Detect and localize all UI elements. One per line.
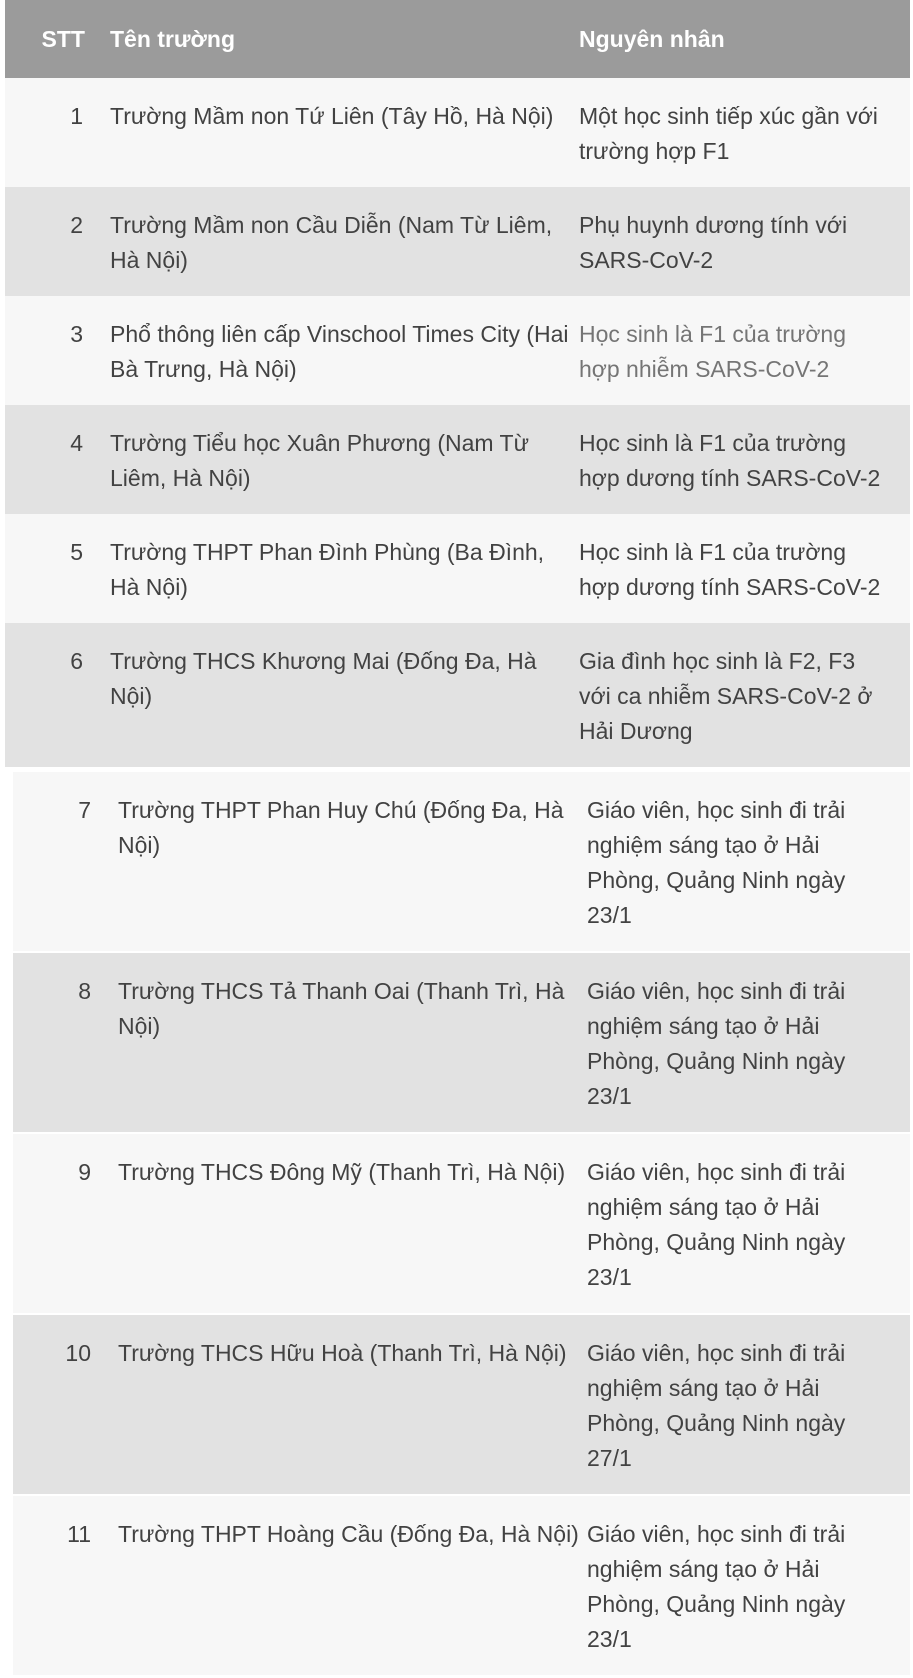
cell-stt: 9: [78, 1159, 91, 1185]
table-body-extended: [13, 772, 910, 1675]
table-row: [13, 1494, 910, 1675]
cell-school-name: Trường THPT Phan Huy Chú (Đống Đa, Hà Nội): [118, 797, 564, 858]
cell-reason: Giáo viên, học sinh đi trải nghiệm sáng tạo ở Hải Phòng, Quảng Ninh ngày 23/1: [587, 978, 846, 1109]
column-header-reason: Nguyên nhân: [579, 25, 725, 52]
cell-school-name: Trường Mầm non Tứ Liên (Tây Hồ, Hà Nội): [110, 103, 554, 129]
cell-stt: 6: [70, 648, 83, 674]
cell-stt: 1: [70, 103, 83, 129]
cell-school-name: Trường Mầm non Cầu Diễn (Nam Từ Liêm, Hà Nội): [110, 212, 553, 273]
cell-stt: 7: [78, 797, 91, 823]
table-row: [5, 296, 910, 405]
cell-school-name: Phổ thông liên cấp Vinschool Times City (Hai Bà Trưng, Hà Nội): [110, 321, 569, 382]
cell-school-name: Trường THCS Khương Mai (Đống Đa, Hà Nội): [110, 648, 537, 709]
table-row: [5, 405, 910, 514]
school-table-main: [5, 0, 910, 767]
cell-reason: Học sinh là F1 của trường hợp dương tính SARS-CoV-2: [579, 430, 881, 491]
cell-reason: Gia đình học sinh là F2, F3 với ca nhiễm SARS-CoV-2 ở Hải Dương: [579, 648, 873, 744]
table-row: [5, 187, 910, 296]
table-row: [13, 1313, 910, 1494]
column-header-school-name: Tên trường: [110, 25, 235, 52]
cell-school-name: Trường THCS Hữu Hoà (Thanh Trì, Hà Nội): [118, 1340, 567, 1366]
cell-reason: Học sinh là F1 của trường hợp nhiễm SARS-CoV-2: [579, 321, 846, 382]
cell-school-name: Trường THCS Tả Thanh Oai (Thanh Trì, Hà Nội): [118, 978, 565, 1039]
cell-reason: Giáo viên, học sinh đi trải nghiệm sáng tạo ở Hải Phòng, Quảng Ninh ngày 23/1: [587, 1521, 846, 1652]
cell-stt: 8: [78, 978, 91, 1004]
cell-reason: Giáo viên, học sinh đi trải nghiệm sáng tạo ở Hải Phòng, Quảng Ninh ngày 23/1: [587, 1159, 846, 1290]
cell-stt: 11: [67, 1521, 91, 1547]
cell-reason: Phụ huynh dương tính với SARS-CoV-2: [579, 212, 848, 273]
cell-school-name: Trường THCS Đông Mỹ (Thanh Trì, Hà Nội): [118, 1159, 566, 1185]
cell-reason: Học sinh là F1 của trường hợp dương tính SARS-CoV-2: [579, 539, 881, 600]
cell-stt: 3: [70, 321, 83, 347]
table-row: [5, 514, 910, 623]
cell-reason: Giáo viên, học sinh đi trải nghiệm sáng tạo ở Hải Phòng, Quảng Ninh ngày 23/1: [587, 797, 846, 928]
table-row: [5, 623, 910, 767]
school-table-extended: [13, 772, 910, 1675]
table-row: [13, 1132, 910, 1313]
cell-reason: Giáo viên, học sinh đi trải nghiệm sáng tạo ở Hải Phòng, Quảng Ninh ngày 27/1: [587, 1340, 846, 1471]
table-row: [13, 951, 910, 1132]
cell-stt: 4: [70, 430, 83, 456]
column-header-stt: STT: [41, 25, 85, 52]
table-header-row: [5, 0, 910, 78]
table-row: [13, 772, 910, 951]
cell-school-name: Trường THPT Phan Đình Phùng (Ba Đình, Hà Nội): [110, 539, 545, 600]
cell-reason: Một học sinh tiếp xúc gần với trường hợp F1: [579, 103, 878, 164]
table-row: [5, 78, 910, 187]
cell-school-name: Trường THPT Hoàng Cầu (Đống Đa, Hà Nội): [118, 1521, 579, 1547]
cell-stt: 10: [65, 1340, 91, 1366]
table-body-main: [5, 78, 910, 767]
cell-school-name: Trường Tiểu học Xuân Phương (Nam Từ Liêm, Hà Nội): [110, 430, 529, 491]
cell-stt: 5: [70, 539, 83, 565]
cell-stt: 2: [70, 212, 83, 238]
